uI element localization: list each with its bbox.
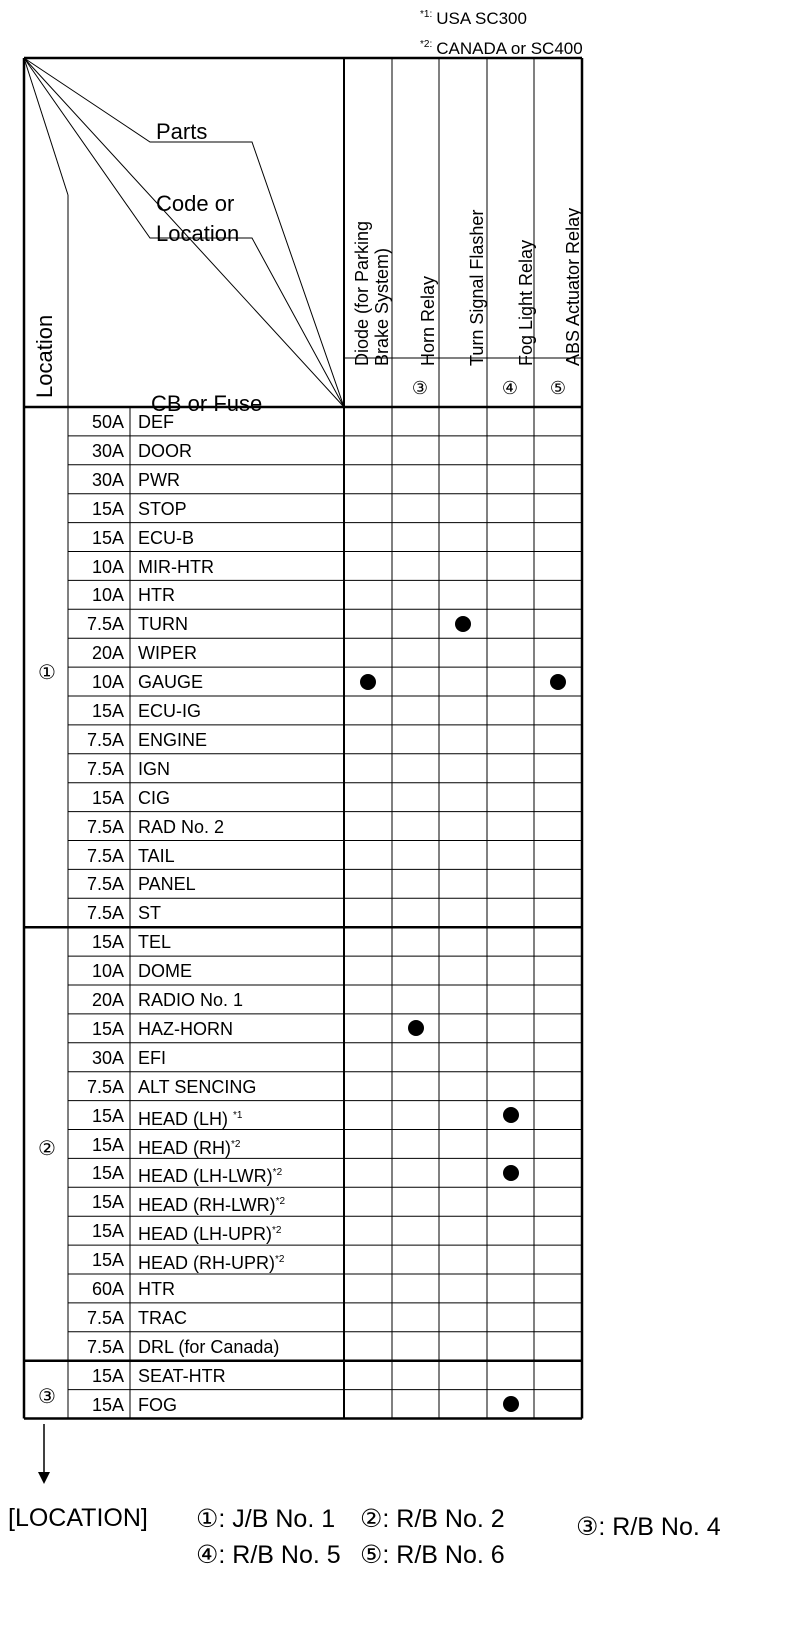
connection-dot [503,1165,519,1181]
fuse-amperage: 15A [91,1250,124,1271]
fuse-name-text: EFI [138,1047,167,1068]
fuse-amperage: 15A [91,1163,124,1184]
fuse-name-text: STOP [138,498,187,519]
fuse-name [138,783,170,813]
fuse-name [138,696,201,726]
column-label-fog-light-relay: Fog Light Relay [516,239,536,366]
fuse-amperage: 15A [91,701,124,721]
fuse-name-text: HTR [138,1279,175,1299]
fuse-amperage: 10A [91,585,124,606]
fuse-name-text: ENGINE [138,729,208,750]
fuse-amperage: 7.5A [86,874,124,895]
fuse-amperage: 7.5A [86,1307,124,1328]
fuse-name-text: SEAT-HTR [138,1365,226,1386]
fuse-amperage: 20A [91,990,124,1010]
fuse-name [138,1390,177,1420]
fuse-amperage: 15A [91,932,124,953]
fuse-name-footnote: *2 [231,1138,241,1150]
legend-item-2: ②: R/B No. 2 [360,1505,505,1533]
fuse-name-footnote: *1 [233,1109,243,1121]
down-arrow-icon [36,1424,52,1488]
fuse-name-text: HTR [138,585,175,606]
fuse-name-text: MIR-HTR [138,556,214,577]
fuse-amperage: 7.5A [86,903,124,924]
fuse-amperage: 7.5A [86,816,124,837]
header-location: Location [32,314,57,398]
fuse-name-text: DEF [138,412,174,432]
fuse-name [138,898,161,928]
fuse-name [138,869,196,899]
header-parts: Parts [156,119,208,144]
legend-item-5: ⑤: R/B No. 6 [360,1541,505,1569]
fuse-name-text: ST [138,903,162,924]
fuse-name-text: DOOR [138,440,192,461]
fuse-name [138,725,207,755]
connection-dot [360,674,376,690]
fuse-name [138,465,180,495]
fuse-name-text: ECU-B [138,527,195,548]
header-cb-fuse: CB or Fuse [151,391,263,416]
fuse-name [138,436,192,466]
fuse-amperage: 7.5A [86,729,124,750]
fuse-amperage: 30A [91,1047,124,1068]
connection-dot [455,616,471,632]
grid-line [24,58,68,195]
fuse-amperage: 7.5A [86,758,124,779]
location-group-2: ② [38,1138,56,1160]
fuse-name [138,667,203,697]
legend-item-4: ④: R/B No. 5 [196,1541,341,1569]
fuse-amperage: 15A [91,1394,124,1415]
fuse-amperage: 15A [91,1134,124,1155]
fuse-name-text: DOME [138,961,192,982]
fuse-amperage: 15A [91,1221,124,1242]
header-code-line2: Location [156,221,240,246]
fuse-name-text: TEL [138,932,172,953]
fuse-name-text: GAUGE [138,672,204,693]
fuse-amperage: 50A [91,412,124,432]
fuse-name-text: WIPER [138,643,198,664]
fuse-amperage: 15A [91,787,124,808]
fuse-name-text: RADIO No. 1 [138,990,244,1010]
fuse-amperage: 7.5A [86,614,124,635]
fuse-amperage: 15A [91,498,124,519]
legend-item-3: ③: R/B No. 4 [576,1513,721,1541]
fuse-name-text: CIG [138,787,171,808]
fuse-amperage: 20A [91,643,124,664]
fuse-name [138,494,187,524]
fuse-name-text: IGN [138,758,171,779]
fuse-name [138,1072,256,1102]
fuse-name-text: PANEL [138,874,196,895]
fuse-name [138,927,171,957]
fuse-name [138,841,175,871]
fuse-name-footnote: *2 [275,1254,285,1266]
fuse-name [138,609,188,639]
column-label-turn-signal-flasher: Turn Signal Flasher [467,209,487,366]
column-code-fog: ④ [501,378,519,398]
fuse-amperage: 7.5A [86,845,124,866]
fuse-name [138,638,197,668]
fuse-name-text: HEAD (LH-LWR) [138,1166,273,1187]
connection-dot [503,1396,519,1412]
footnote-text: USA SC300 [436,9,527,28]
fuse-name-text: ALT SENCING [138,1076,257,1097]
fuse-name-text: HEAD (RH-LWR) [138,1195,276,1216]
fuse-amperage: 10A [91,556,124,577]
header-code-line1: Code or [156,191,235,216]
fuse-name-footnote: *2 [275,1196,286,1208]
legend-title: [LOCATION] [8,1504,148,1532]
fuse-name [138,985,243,1015]
legend-item-1: ①: J/B No. 1 [196,1505,336,1533]
column-label-abs-actuator-relay: ABS Actuator Relay [563,207,583,366]
fuse-name [138,580,175,610]
fuse-name [138,1014,233,1044]
fuse-amperage: 7.5A [86,1076,124,1097]
fuse-amperage: 30A [91,469,124,490]
fuse-amperage: 15A [91,1365,124,1386]
column-label-diode-line1: Diode (for Parking [352,220,372,366]
fuse-amperage: 60A [91,1279,124,1299]
fuse-name-footnote: *2 [272,1225,282,1237]
fuse-amperage: 30A [91,440,124,461]
fuse-amperage: 15A [91,527,124,548]
fuse-name-text: DRL (for Canada) [138,1336,280,1357]
fuse-name-text: FOG [138,1394,177,1415]
fuse-name [138,754,170,784]
column-label-diode-line2: Brake System) [372,247,392,366]
fuse-name-text: HEAD (RH-UPR) [138,1253,275,1274]
footnote-mark: *2: [420,39,433,50]
fuse-name [138,1332,279,1362]
fuse-name-text: HEAD (LH) [138,1108,234,1129]
location-group-3: ③ [38,1386,56,1408]
fuse-name [138,1303,187,1333]
fuse-name [138,523,194,553]
column-code-horn: ③ [411,378,429,398]
column-code-abs: ⑤ [549,378,567,398]
fuse-name-text: TRAC [138,1307,187,1328]
column-label-horn-relay: Horn Relay [418,275,438,366]
location-group-1: ① [38,662,56,684]
fuse-amperage: 15A [91,1018,124,1039]
fuse-name [138,812,224,842]
connection-dot [408,1020,424,1036]
fuse-name-text: RAD No. 2 [138,816,225,837]
fuse-name-text: HAZ-HORN [138,1018,233,1039]
fuse-name-text: PWR [138,469,180,490]
fuse-name [138,1043,166,1073]
fuse-amperage: 10A [91,961,124,982]
fuse-name-text: TURN [138,614,188,635]
fuse-name-text: HEAD (LH-UPR) [138,1224,273,1245]
connection-dot [503,1107,519,1123]
footnote-mark: *1: [420,9,433,20]
fuse-name [138,1361,226,1391]
fuse-name [138,1274,175,1304]
fuse-amperage: 10A [91,672,124,693]
fuse-name-footnote: *2 [272,1167,283,1179]
fuse-name [138,956,192,986]
fuse-name-text: ECU-IG [138,701,201,721]
fuse-name-text: TAIL [138,845,175,866]
fuse-amperage: 15A [91,1105,124,1126]
fuse-amperage: 15A [91,1192,124,1213]
fuse-name [138,407,174,437]
fuse-name [138,552,214,582]
connection-dot [550,674,566,690]
fuse-name-text: HEAD (RH) [138,1137,231,1158]
footnote-text: CANADA or SC400 [436,39,583,58]
fuse-amperage: 7.5A [86,1336,124,1357]
